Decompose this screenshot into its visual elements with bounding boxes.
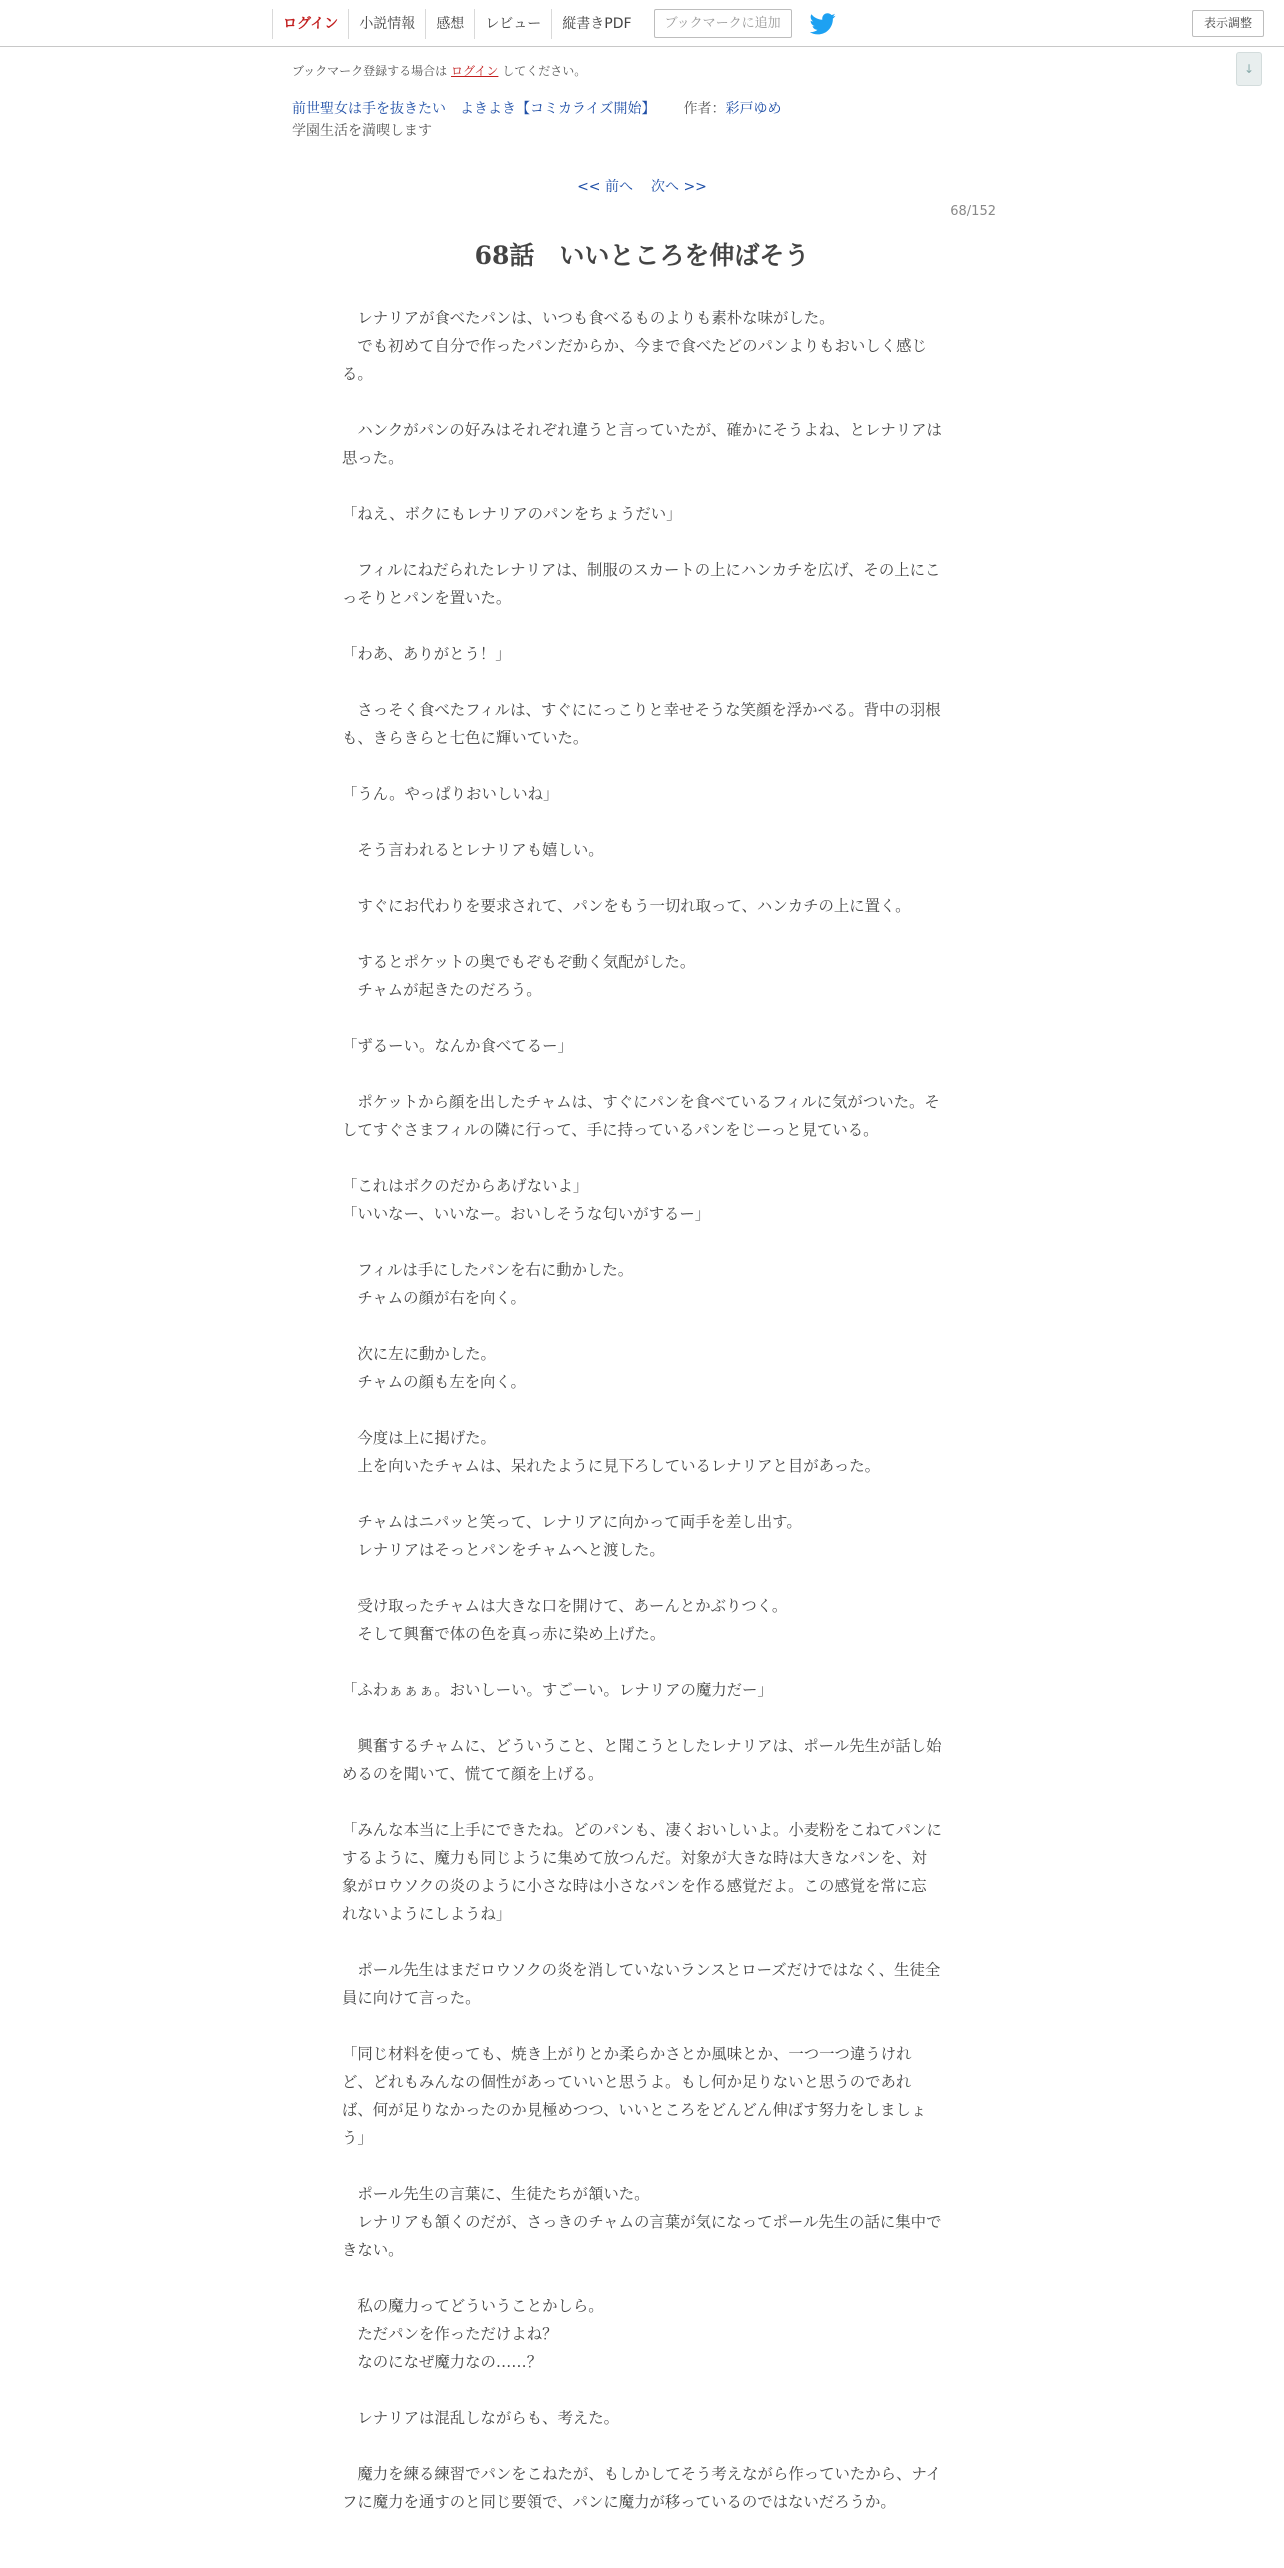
bookmark-note-before: ブックマーク登録する場合は xyxy=(292,64,448,78)
body-paragraph xyxy=(342,612,942,640)
body-paragraph: チャムはニパッと笑って、レナリアに向かって両手を差し出す。 xyxy=(342,1513,802,1531)
bookmark-note-after: してください。 xyxy=(502,64,587,78)
body-paragraph: なのになぜ魔力なの……？ xyxy=(342,2353,543,2371)
prev-chapter-link[interactable]: << 前へ xyxy=(577,179,633,195)
top-navigation-bar xyxy=(0,0,1284,47)
body-paragraph: 今度は上に掲げた。 xyxy=(342,1429,496,1447)
body-paragraph: そして興奮で体の色を真っ赤に染め上げた。 xyxy=(342,1625,666,1643)
body-paragraph: レナリアも頷くのだが、さっきのチャムの言葉が気になってポール先生の話に集中できない。 xyxy=(342,2213,942,2259)
body-paragraph xyxy=(342,2264,942,2292)
body-paragraph xyxy=(342,1928,942,1956)
body-paragraph: 「ずるーい。なんか食べてるー」 xyxy=(342,1037,573,1055)
add-bookmark-button[interactable]: ブックマークに追加 xyxy=(654,9,792,38)
display-settings-button[interactable]: 表示調整 xyxy=(1192,10,1264,37)
body-paragraph xyxy=(342,668,942,696)
body-paragraph: さっそく食べたフィルは、すぐににっこりと幸せそうな笑顔を浮かべる。背中の羽根も、きらきらと七色に輝いていた。 xyxy=(342,701,941,747)
body-paragraph: するとポケットの奥でもぞもぞ動く気配がした。 xyxy=(342,953,696,971)
body-paragraph: レナリアが食べたパンは、いつも食べるものよりも素朴な味がした。 xyxy=(342,309,835,327)
author-label: 作者： xyxy=(683,101,726,117)
bookmark-login-note xyxy=(292,62,586,79)
series-info xyxy=(292,98,781,118)
body-paragraph: 「これはボクのだからあげないよ」 xyxy=(342,1177,589,1195)
body-paragraph: 「同じ材料を使っても、焼き上がりとか柔らかさとか風味とか、一つ一つ違うけれど、どれもみんなの個性があっていいと思うよ。もし何か足りないと思うのであれば、何が足りなかったのか見極めつつ、いいところをどんどん伸ばす努力をしましょう」 xyxy=(342,2045,927,2147)
body-paragraph xyxy=(342,1648,942,1676)
chapter-group-title: 学園生活を満喫します xyxy=(292,123,432,139)
body-paragraph: チャムが起きたのだろう。 xyxy=(342,981,542,999)
body-paragraph: レナリアは混乱しながらも、考えた。 xyxy=(342,2409,620,2427)
series-title-link[interactable]: 前世聖女は手を抜きたい よきよき【コミカライズ開始】 xyxy=(292,101,656,117)
body-paragraph xyxy=(342,2152,942,2180)
nav-novel-info-link[interactable]: 小説情報 xyxy=(348,9,425,39)
body-paragraph: 「うん。やっぱりおいしいね」 xyxy=(342,785,559,803)
chapter-pager xyxy=(0,176,1284,196)
author-name-link[interactable]: 彩戸ゆめ xyxy=(725,101,782,117)
body-paragraph: 「わあ、ありがとう！」 xyxy=(342,645,511,663)
body-paragraph: すぐにお代わりを要求されて、パンをもう一切れ取って、ハンカチの上に置く。 xyxy=(342,897,911,915)
body-paragraph: レナリアはそっとパンをチャムへと渡した。 xyxy=(342,1541,665,1559)
body-paragraph: 「ねえ、ボクにもレナリアのパンをちょうだい」 xyxy=(342,505,682,523)
body-paragraph: 魔力を練る練習でパンをこねたが、もしかしてそう考えながら作っていたから、ナイフに魔力を通すのと同じ要領で、パンに魔力が移っているのではないだろうか。 xyxy=(342,2465,942,2511)
body-paragraph: ハンクがパンの好みはそれぞれ違うと言っていたが、確かにそうよね、とレナリアは思った。 xyxy=(342,421,942,467)
body-paragraph xyxy=(342,1312,942,1340)
body-paragraph xyxy=(342,1704,942,1732)
nav-impressions-link[interactable]: 感想 xyxy=(425,9,474,39)
body-paragraph xyxy=(342,1396,942,1424)
twitter-icon[interactable] xyxy=(810,13,836,35)
body-paragraph xyxy=(342,1480,942,1508)
body-paragraph: 上を向いたチャムは、呆れたように見下ろしているレナリアと目があった。 xyxy=(342,1457,881,1475)
next-chapter-link[interactable]: 次へ >> xyxy=(651,179,707,195)
body-paragraph: ポール先生の言葉に、生徒たちが頷いた。 xyxy=(342,2185,650,2203)
body-paragraph xyxy=(342,528,942,556)
body-paragraph xyxy=(342,1144,942,1172)
body-paragraph xyxy=(342,920,942,948)
body-paragraph xyxy=(342,1060,942,1088)
body-paragraph xyxy=(342,1004,942,1032)
bookmark-note-login-link[interactable]: ログイン xyxy=(451,64,499,78)
body-paragraph: チャムの顔も左を向く。 xyxy=(342,1373,526,1391)
body-paragraph xyxy=(342,2376,942,2404)
body-paragraph xyxy=(342,472,942,500)
body-paragraph: ポール先生はまだロウソクの炎を消していないランスとローズだけではなく、生徒全員に向けて言った。 xyxy=(342,1961,941,2007)
scroll-down-tab[interactable]: ↓ xyxy=(1236,52,1262,86)
chapter-title: 68話 いいところを伸ばそう xyxy=(474,241,810,270)
body-paragraph: 興奮するチャムに、どういうこと、と聞こうとしたレナリアは、ポール先生が話し始めるのを聞いて、慌てて顔を上げる。 xyxy=(342,1737,942,1783)
nav-review-link[interactable]: レビュー xyxy=(474,9,551,39)
chapter-body xyxy=(342,304,942,2516)
body-paragraph xyxy=(342,1788,942,1816)
global-nav xyxy=(272,0,836,47)
body-paragraph: 私の魔力ってどういうことかしら。 xyxy=(342,2297,604,2315)
body-paragraph xyxy=(342,1228,942,1256)
body-paragraph xyxy=(342,2012,942,2040)
body-paragraph: そう言われるとレナリアも嬉しい。 xyxy=(342,841,604,859)
body-paragraph: でも初めて自分で作ったパンだからか、今まで食べたどのパンよりもおいしく感じる。 xyxy=(342,337,927,383)
body-paragraph: 「いいなー、いいなー。おいしそうな匂いがするー」 xyxy=(342,1205,711,1223)
body-paragraph xyxy=(342,864,942,892)
body-paragraph: ポケットから顔を出したチャムは、すぐにパンを食べているフィルに気がついた。そしてすぐさまフィルの隣に行って、手に持っているパンをじーっと見ている。 xyxy=(342,1093,940,1139)
body-paragraph xyxy=(342,2432,942,2460)
body-paragraph: 「ふわぁぁぁ。おいしーい。すごーい。レナリアの魔力だー」 xyxy=(342,1681,773,1699)
body-paragraph: ただパンを作っただけよね？ xyxy=(342,2325,558,2343)
body-paragraph: 次に左に動かした。 xyxy=(342,1345,496,1363)
body-paragraph: 受け取ったチャムは大きな口を開けて、あーんとかぶりつく。 xyxy=(342,1597,788,1615)
body-paragraph xyxy=(342,388,942,416)
body-paragraph: チャムの顔が右を向く。 xyxy=(342,1289,526,1307)
chapter-page-count: 68/152 xyxy=(950,204,996,219)
body-paragraph xyxy=(342,808,942,836)
nav-vertical-pdf-link[interactable]: 縦書きPDF xyxy=(551,9,641,39)
body-paragraph xyxy=(342,1564,942,1592)
nav-login-link[interactable]: ログイン xyxy=(272,9,348,39)
body-paragraph: フィルにねだられたレナリアは、制服のスカートの上にハンカチを広げ、その上にこっそりとパンを置いた。 xyxy=(342,561,941,607)
body-paragraph: フィルは手にしたパンを右に動かした。 xyxy=(342,1261,634,1279)
body-paragraph: 「みんな本当に上手にできたね。どのパンも、凄くおいしいよ。小麦粉をこねてパンにするように、魔力も同じように集めて放つんだ。対象が大きな時は大きなパンを、対象がロウソクの炎のように小さな時は小さなパンを作る感覚だよ。この感覚を常に忘れないようにしようね」 xyxy=(342,1821,942,1923)
body-paragraph xyxy=(342,752,942,780)
